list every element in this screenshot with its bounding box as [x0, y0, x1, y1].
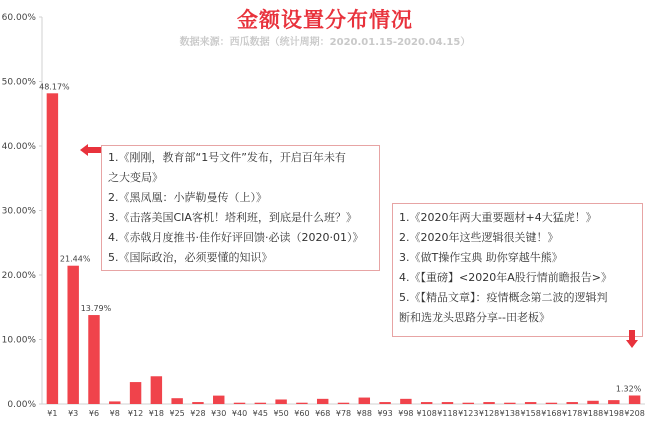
x-tick-label: ¥28 — [190, 409, 206, 418]
bar — [151, 376, 162, 404]
x-tick-label: ¥93 — [377, 409, 393, 418]
x-tick-label: ¥118 — [437, 409, 458, 418]
x-tick-label: ¥178 — [562, 409, 583, 418]
y-tick-label: 0.00% — [7, 400, 36, 410]
bar — [67, 266, 78, 404]
bar — [130, 382, 141, 404]
x-tick-label: ¥88 — [356, 409, 372, 418]
y-tick-label: 10.00% — [1, 335, 36, 346]
bar — [192, 402, 203, 404]
annotation-line[interactable]: 4.《【重磅】<2020年A股行情前瞻报告>》 — [399, 271, 612, 284]
annotation-line[interactable]: 3.《做T操作宝典 助你穿越牛熊》 — [399, 251, 563, 264]
bar — [234, 403, 245, 404]
annotation-line[interactable]: 1.《2020年两大重要题材+4大猛虎！》 — [399, 211, 597, 224]
x-tick-label: ¥208 — [624, 409, 645, 418]
x-tick-label: ¥168 — [541, 409, 562, 418]
y-tick-label: 60.00% — [1, 13, 36, 23]
bar — [587, 401, 598, 404]
data-label: 21.44% — [59, 254, 91, 264]
bar — [171, 398, 182, 404]
annotation-line[interactable]: 5.《【精品文章】：疫情概念第二波的逻辑判 — [399, 291, 608, 304]
chart-title: 金额设置分布情况 — [237, 8, 413, 32]
bar — [400, 399, 411, 404]
x-tick-label: ¥25 — [169, 409, 185, 418]
bar — [379, 402, 390, 404]
x-tick-label: ¥8 — [109, 409, 120, 418]
x-tick-label: ¥40 — [231, 409, 248, 418]
y-tick-label: 20.00% — [1, 271, 36, 281]
x-tick-label: ¥50 — [273, 409, 289, 418]
x-tick-label: ¥68 — [315, 409, 331, 418]
bar — [546, 403, 557, 404]
x-tick-label: ¥128 — [478, 409, 500, 418]
y-tick-label: 30.00% — [1, 206, 36, 217]
annotation-line[interactable]: 2.《2020年这些逻辑很关键！》 — [399, 231, 559, 244]
data-label: 1.32% — [615, 384, 642, 394]
x-tick-label: ¥138 — [499, 409, 521, 418]
bar — [463, 403, 474, 404]
bar — [504, 403, 515, 404]
x-tick-label: ¥108 — [416, 409, 437, 418]
bar — [608, 400, 619, 404]
annotation-box-left — [101, 145, 380, 271]
bar — [483, 402, 494, 404]
annotation-line[interactable]: 4.《赤戟月度推书·佳作好评回馈·必读（2020·01）》 — [108, 231, 364, 244]
arrow-left-icon — [80, 144, 102, 156]
x-tick-label: ¥45 — [252, 409, 268, 418]
data-label: 13.79% — [80, 304, 112, 314]
annotation-line[interactable]: 之大变局》 — [108, 171, 163, 184]
x-tick-label: ¥188 — [582, 409, 604, 418]
y-tick-label: 40.00% — [1, 142, 36, 152]
data-label: 48.17% — [39, 82, 70, 92]
x-tick-label: ¥98 — [398, 409, 414, 418]
bar — [255, 403, 266, 404]
bar — [567, 402, 578, 404]
bar — [338, 403, 349, 404]
annotation-line[interactable]: 断和选龙头思路分享--田老板》 — [399, 311, 550, 324]
x-tick-label: ¥1 — [47, 409, 58, 418]
bar — [442, 402, 453, 404]
arrow-down-icon — [626, 330, 638, 348]
annotation-line[interactable]: 1.《刚刚，教育部“1号文件”发布，开启百年未有 — [108, 151, 346, 164]
bar — [213, 396, 224, 404]
bar — [421, 402, 432, 404]
bar — [317, 399, 328, 404]
bar — [275, 399, 286, 404]
chart-subtitle: 数据来源：西瓜数据（统计周期：2020.01.15-2020.04.15） — [179, 37, 471, 48]
x-tick-label: ¥18 — [148, 409, 165, 418]
x-tick-label: ¥60 — [294, 409, 310, 418]
annotation-line[interactable]: 5.《国际政治，必须要懂的知识》 — [108, 251, 273, 264]
x-tick-label: ¥158 — [520, 409, 541, 418]
annotation-line[interactable]: 2.《黑凤凰：小萨勒曼传（上）》 — [108, 191, 267, 204]
bar — [359, 398, 370, 404]
x-tick-label: ¥3 — [68, 409, 79, 418]
annotation-box-right — [392, 203, 643, 337]
x-tick-label: ¥30 — [211, 409, 227, 418]
x-tick-label: ¥198 — [603, 409, 624, 418]
bar — [88, 315, 99, 404]
bar — [109, 401, 120, 404]
x-tick-label: ¥78 — [335, 409, 352, 418]
annotation-line[interactable]: 3.《击落美国CIA客机！塔利班，到底是什么班？》 — [108, 211, 357, 224]
x-tick-label: ¥12 — [127, 409, 144, 418]
bar — [47, 93, 58, 404]
x-tick-label: ¥6 — [88, 409, 100, 418]
bar — [525, 402, 536, 404]
x-tick-label: ¥123 — [458, 409, 479, 418]
y-tick-label: 50.00% — [1, 77, 36, 88]
bar — [296, 403, 307, 404]
bar — [629, 395, 640, 404]
